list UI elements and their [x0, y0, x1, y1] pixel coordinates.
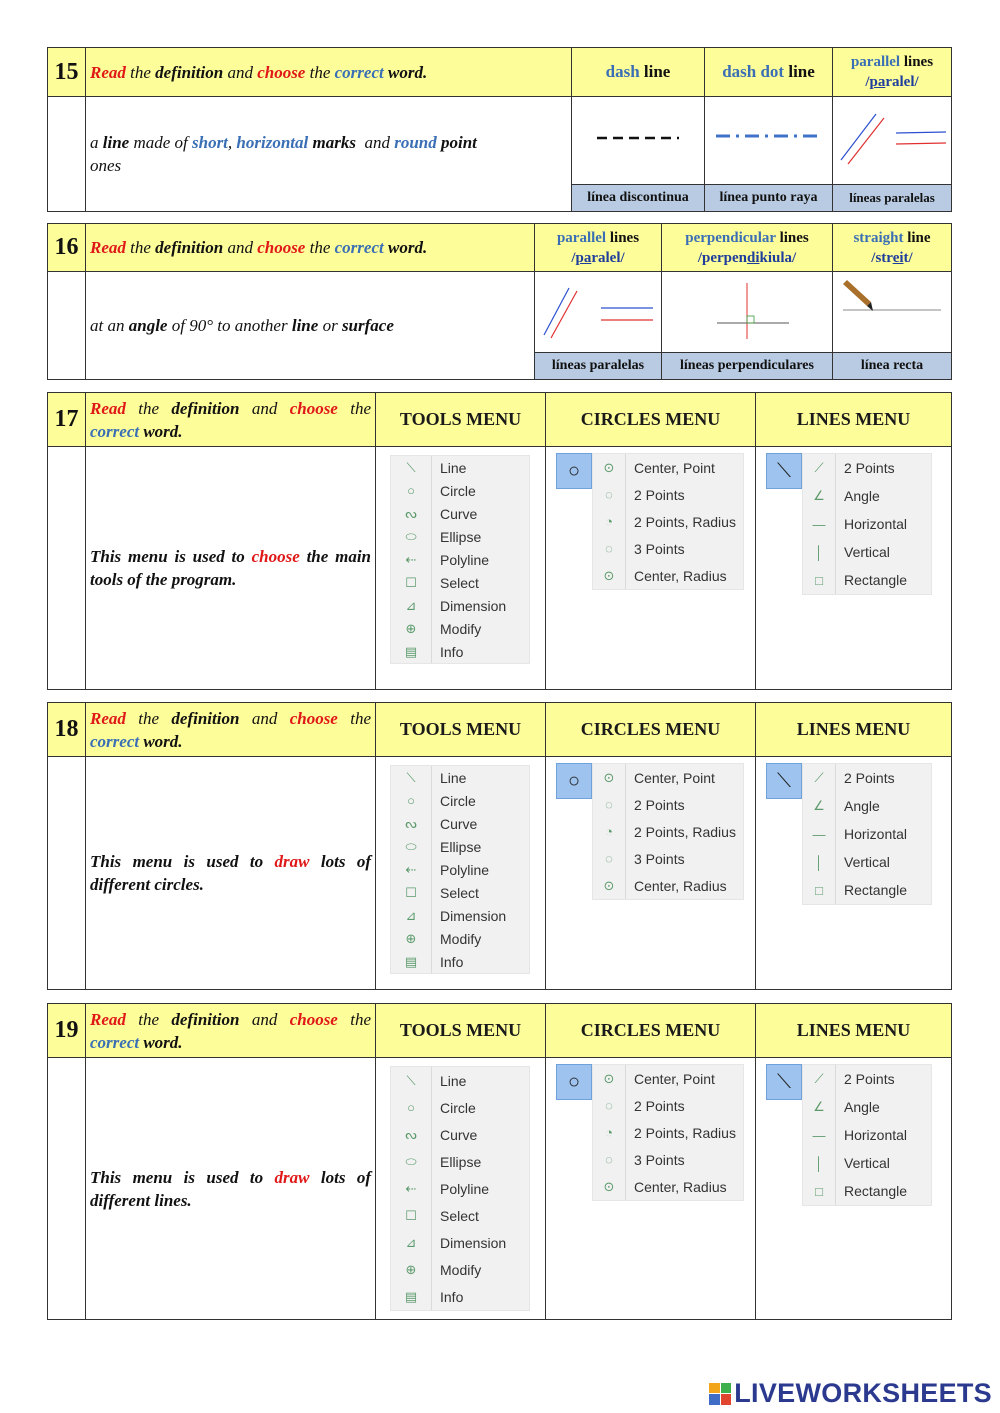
question-number: 15: [48, 48, 86, 97]
modify-icon: ⊕: [391, 617, 432, 640]
definition: This menu is used to draw lots of different circles.: [86, 757, 376, 990]
circles-menu-item: ⊙ Center, Point: [593, 454, 743, 481]
lines-menu-item: │ Vertical: [803, 538, 931, 566]
tools-menu-item: ᔓ Curve: [391, 502, 529, 525]
option-tools-menu[interactable]: TOOLS MENU: [376, 393, 546, 447]
lines-menu-item: — Horizontal: [803, 1121, 931, 1149]
vertical-icon: │: [803, 538, 836, 566]
horizontal-icon: —: [803, 510, 836, 538]
definition: a line made of short, horizontal marks and round point ones: [86, 97, 572, 212]
lines-menu-item: ∠ Angle: [803, 1093, 931, 1121]
tools-menu-item: ⊕ Modify: [391, 1256, 529, 1283]
brand-text: LIVEWORKSHEETS: [734, 1378, 992, 1408]
curve-icon: ᔓ: [391, 812, 432, 835]
circles-menu-item: ◌ 2 Points: [593, 1092, 743, 1119]
select-icon: ☐: [391, 1202, 432, 1229]
option-lines-menu[interactable]: LINES MENU: [756, 703, 952, 757]
question-number: 16: [48, 224, 86, 272]
instruction: Read the definition and choose the correct word.: [86, 703, 376, 757]
two-points-radius-icon: ◔: [593, 1119, 626, 1146]
tools-menu-item: ○ Circle: [391, 479, 529, 502]
tools-menu-image: [376, 447, 546, 690]
tools-menu-item: ⊿ Dimension: [391, 1229, 529, 1256]
question-number: 17: [48, 393, 86, 447]
circle-tool-icon: ○: [556, 453, 592, 489]
lines-menu-panel: [766, 763, 951, 905]
option-circles-menu[interactable]: CIRCLES MENU: [546, 703, 756, 757]
tools-menu-item: ▤ Info: [391, 950, 529, 973]
instruction: Read the definition and choose the correct word.: [86, 393, 376, 447]
option-straight-line[interactable]: straight line /streit/: [833, 224, 952, 272]
tools-menu-item: ☐ Select: [391, 881, 529, 904]
definition: This menu is used to draw lots of different lines.: [86, 1058, 376, 1320]
ellipse-icon: ⬭: [391, 1148, 432, 1175]
spanish-label: línea punto raya: [705, 185, 833, 212]
tools-menu-item: ᔓ Curve: [391, 1121, 529, 1148]
lines-menu-panel: [766, 1064, 951, 1206]
two-points-circle-icon: ◌: [593, 481, 626, 508]
option-lines-menu[interactable]: LINES MENU: [756, 1004, 952, 1058]
tools-menu-item: ⬭ Ellipse: [391, 1148, 529, 1175]
polyline-icon: ⇠: [391, 548, 432, 571]
liveworksheets-logo: [709, 1378, 992, 1409]
lines-menu-item: ⟋ 2 Points: [803, 454, 931, 482]
lines-menu-item: — Horizontal: [803, 510, 931, 538]
three-points-icon: ◌: [593, 845, 626, 872]
dash-dot-line-image: [705, 97, 833, 185]
polyline-icon: ⇠: [391, 1175, 432, 1202]
option-circles-menu[interactable]: CIRCLES MENU: [546, 1004, 756, 1058]
spanish-label: líneas perpendiculares: [662, 353, 833, 380]
rectangle-icon: □: [803, 876, 836, 904]
horizontal-icon: —: [803, 1121, 836, 1149]
circles-menu-item: ◔ 2 Points, Radius: [593, 508, 743, 535]
lines-menu-item: □ Rectangle: [803, 876, 931, 904]
polyline-icon: ⇠: [391, 858, 432, 881]
info-icon: ▤: [391, 950, 432, 973]
info-icon: ▤: [391, 1283, 432, 1310]
lines-menu-item: — Horizontal: [803, 820, 931, 848]
lines-menu-item: □ Rectangle: [803, 1177, 931, 1205]
option-lines-menu[interactable]: LINES MENU: [756, 393, 952, 447]
option-parallel-lines[interactable]: parallel lines /paralel/: [833, 48, 952, 97]
lines-menu-item: │ Vertical: [803, 848, 931, 876]
two-points-circle-icon: ◌: [593, 1092, 626, 1119]
tools-menu-item: ᔓ Curve: [391, 812, 529, 835]
dash-line-image: [572, 97, 705, 185]
lines-menu-item: □ Rectangle: [803, 566, 931, 594]
horizontal-icon: —: [803, 820, 836, 848]
ellipse-icon: ⬭: [391, 525, 432, 548]
definition: at an angle of 90° to another line or surface: [86, 272, 535, 380]
three-points-icon: ◌: [593, 1146, 626, 1173]
lines-menu-image: [756, 1058, 952, 1320]
modify-icon: ⊕: [391, 1256, 432, 1283]
line-icon: ⟍: [391, 1067, 432, 1094]
select-icon: ☐: [391, 571, 432, 594]
center-radius-icon: ⊙: [593, 1173, 626, 1200]
circles-menu-panel: [556, 453, 755, 590]
straight-line-image: [833, 272, 952, 353]
circles-menu-item: ◔ 2 Points, Radius: [593, 818, 743, 845]
tools-menu-item: ⬭ Ellipse: [391, 525, 529, 548]
center-point-icon: ⊙: [593, 1065, 626, 1092]
tools-menu-item: ⟍ Line: [391, 1067, 529, 1094]
tools-menu-item: ○ Circle: [391, 1094, 529, 1121]
tools-menu-item: ⊕ Modify: [391, 927, 529, 950]
circles-menu-item: ◌ 3 Points: [593, 845, 743, 872]
circles-menu-item: ⊙ Center, Radius: [593, 562, 743, 589]
perpendicular-lines-image: [662, 272, 833, 353]
tools-menu-image: [376, 1058, 546, 1320]
select-icon: ☐: [391, 881, 432, 904]
circles-menu-item: ◌ 3 Points: [593, 1146, 743, 1173]
circles-menu-image: [546, 447, 756, 690]
instruction: Read the definition and choose the correct word.: [86, 224, 535, 272]
rectangle-icon: □: [803, 1177, 836, 1205]
tools-menu-item: ⟍ Line: [391, 766, 529, 789]
lines-menu-item: ⟋ 2 Points: [803, 1065, 931, 1093]
line-icon: ⟍: [391, 766, 432, 789]
lines-menu-panel: [766, 453, 951, 595]
dimension-icon: ⊿: [391, 594, 432, 617]
modify-icon: ⊕: [391, 927, 432, 950]
rectangle-icon: □: [803, 566, 836, 594]
parallel-lines-image: [535, 272, 662, 353]
spanish-label: línea discontinua: [572, 185, 705, 212]
circles-menu-item: ⊙ Center, Point: [593, 1065, 743, 1092]
option-dash-line[interactable]: dash line: [572, 48, 705, 97]
option-circles-menu[interactable]: CIRCLES MENU: [546, 393, 756, 447]
lines-menu-item: ∠ Angle: [803, 792, 931, 820]
lines-menu-item: │ Vertical: [803, 1149, 931, 1177]
spanish-label: línea recta: [833, 353, 952, 380]
question-number: 18: [48, 703, 86, 757]
circles-menu-item: ◔ 2 Points, Radius: [593, 1119, 743, 1146]
tools-menu-panel: [390, 455, 530, 664]
tools-menu-panel: [390, 1066, 530, 1311]
spanish-label: líneas paralelas: [535, 353, 662, 380]
ellipse-icon: ⬭: [391, 835, 432, 858]
line-tool-icon: ⟍: [766, 1064, 802, 1100]
line-icon: ⟍: [391, 456, 432, 479]
tools-menu-item: ○ Circle: [391, 789, 529, 812]
tools-menu-item: ⊿ Dimension: [391, 904, 529, 927]
lines-menu-image: [756, 757, 952, 990]
instruction: Read the definition and choose the correct word.: [86, 1004, 376, 1058]
angle-icon: ∠: [803, 792, 836, 820]
angle-icon: ∠: [803, 482, 836, 510]
lines-menu-item: ⟋ 2 Points: [803, 764, 931, 792]
curve-icon: ᔓ: [391, 502, 432, 525]
tools-menu-item: ▤ Info: [391, 640, 529, 663]
circles-menu-image: [546, 757, 756, 990]
center-radius-icon: ⊙: [593, 562, 626, 589]
vertical-icon: │: [803, 848, 836, 876]
circles-menu-item: ◌ 3 Points: [593, 535, 743, 562]
tools-menu-panel: [390, 765, 530, 974]
question-17: [47, 392, 952, 690]
vertical-icon: │: [803, 1149, 836, 1177]
question-15: [47, 47, 952, 212]
line-tool-icon: ⟍: [766, 763, 802, 799]
parallel-lines-image: [833, 97, 952, 185]
lines-menu-image: [756, 447, 952, 690]
option-dash-dot-line[interactable]: dash dot line: [705, 48, 833, 97]
circle-icon: ○: [391, 1094, 432, 1121]
two-points-line-icon: ⟋: [803, 764, 836, 792]
question-19: [47, 1003, 952, 1320]
two-points-line-icon: ⟋: [803, 1065, 836, 1093]
option-parallel-lines[interactable]: parallel lines /paralel/: [535, 224, 662, 272]
two-points-line-icon: ⟋: [803, 454, 836, 482]
tools-menu-item: ☐ Select: [391, 1202, 529, 1229]
circles-menu-image: [546, 1058, 756, 1320]
option-perpendicular-lines[interactable]: perpendicular lines /perpendikiula/: [662, 224, 833, 272]
definition: This menu is used to choose the main tools of the program.: [86, 447, 376, 690]
dimension-icon: ⊿: [391, 904, 432, 927]
tools-menu-item: ⇠ Polyline: [391, 548, 529, 571]
center-point-icon: ⊙: [593, 764, 626, 791]
angle-icon: ∠: [803, 1093, 836, 1121]
brand-logo-icon: [709, 1383, 731, 1405]
tools-menu-item: ⊕ Modify: [391, 617, 529, 640]
center-radius-icon: ⊙: [593, 872, 626, 899]
circles-menu-item: ⊙ Center, Point: [593, 764, 743, 791]
two-points-circle-icon: ◌: [593, 791, 626, 818]
question-18: [47, 702, 952, 990]
curve-icon: ᔓ: [391, 1121, 432, 1148]
dimension-icon: ⊿: [391, 1229, 432, 1256]
two-points-radius-icon: ◔: [593, 508, 626, 535]
tools-menu-item: ☐ Select: [391, 571, 529, 594]
spanish-label: líneas paralelas: [833, 185, 952, 212]
three-points-icon: ◌: [593, 535, 626, 562]
option-tools-menu[interactable]: TOOLS MENU: [376, 703, 546, 757]
center-point-icon: ⊙: [593, 454, 626, 481]
tools-menu-image: [376, 757, 546, 990]
circles-menu-item: ⊙ Center, Radius: [593, 872, 743, 899]
tools-menu-item: ⬭ Ellipse: [391, 835, 529, 858]
tools-menu-item: ⇠ Polyline: [391, 1175, 529, 1202]
circle-tool-icon: ○: [556, 763, 592, 799]
circle-icon: ○: [391, 479, 432, 502]
circles-menu-item: ◌ 2 Points: [593, 481, 743, 508]
circles-menu-item: ◌ 2 Points: [593, 791, 743, 818]
lines-menu-item: ∠ Angle: [803, 482, 931, 510]
instruction: Read the definition and choose the correct word.: [86, 48, 572, 97]
line-tool-icon: ⟍: [766, 453, 802, 489]
question-number: 19: [48, 1004, 86, 1058]
circles-menu-panel: [556, 1064, 755, 1201]
tools-menu-item: ⇠ Polyline: [391, 858, 529, 881]
question-16: [47, 223, 952, 380]
two-points-radius-icon: ◔: [593, 818, 626, 845]
info-icon: ▤: [391, 640, 432, 663]
circle-icon: ○: [391, 789, 432, 812]
option-tools-menu[interactable]: TOOLS MENU: [376, 1004, 546, 1058]
tools-menu-item: ⊿ Dimension: [391, 594, 529, 617]
circles-menu-item: ⊙ Center, Radius: [593, 1173, 743, 1200]
tools-menu-item: ▤ Info: [391, 1283, 529, 1310]
tools-menu-item: ⟍ Line: [391, 456, 529, 479]
circle-tool-icon: ○: [556, 1064, 592, 1100]
circles-menu-panel: [556, 763, 755, 900]
